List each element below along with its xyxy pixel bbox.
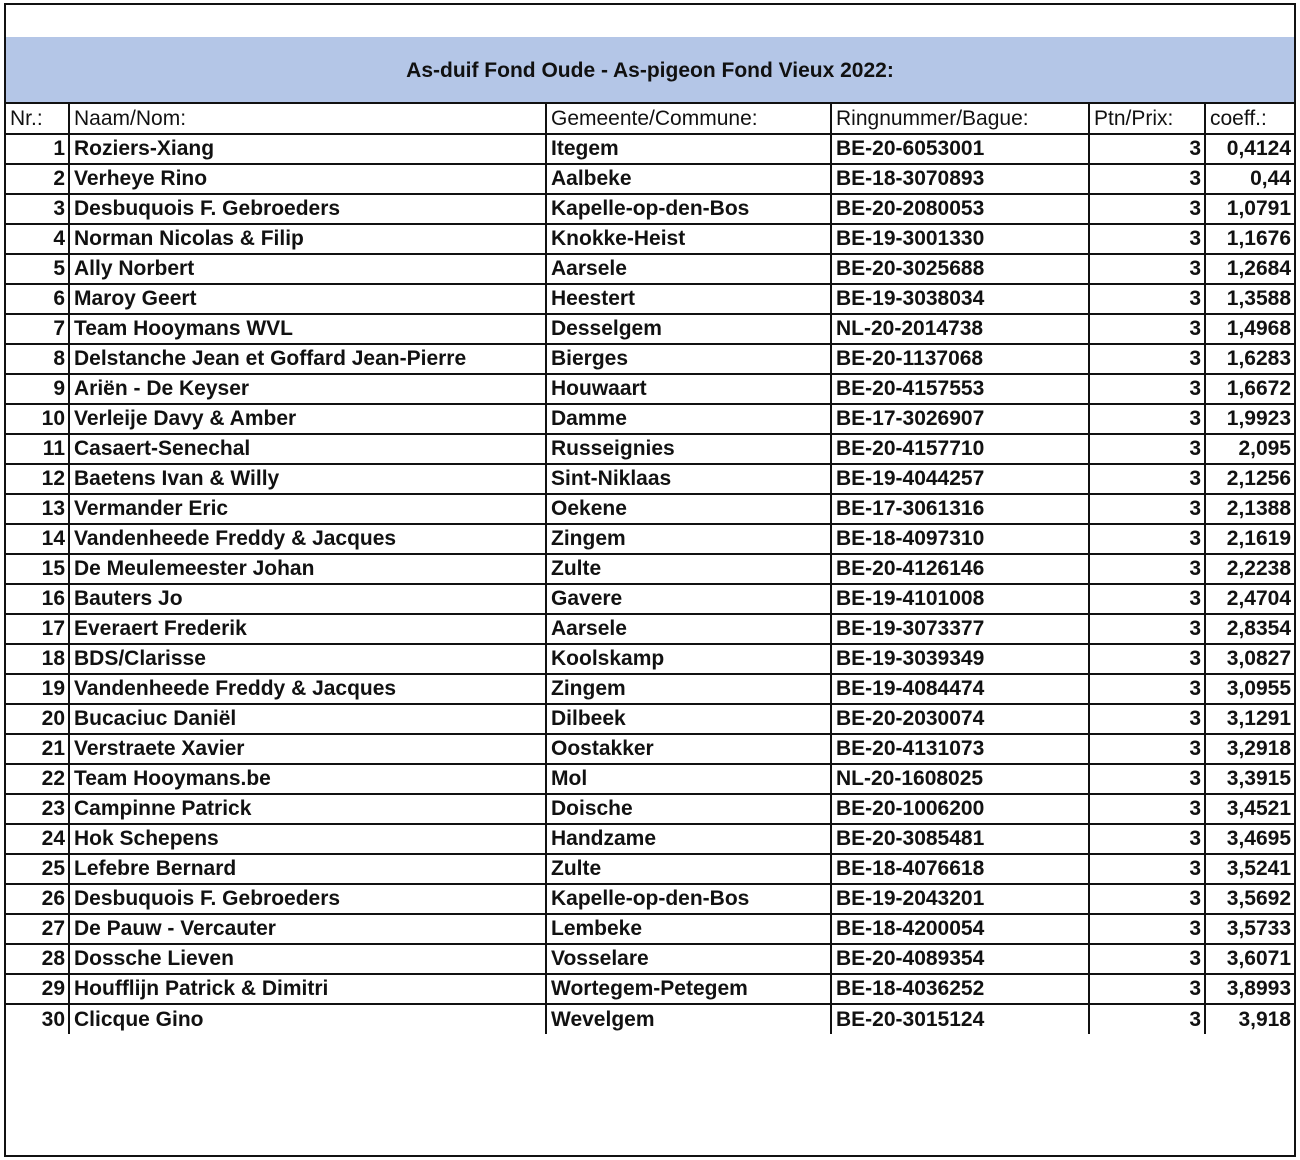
cell-nr: 19 [6,674,69,704]
cell-nr: 15 [6,554,69,584]
cell-nr: 7 [6,314,69,344]
table-row [6,884,1294,914]
cell-nr: 16 [6,584,69,614]
cell-naam: Norman Nicolas & Filip [69,224,546,254]
cell-nr: 14 [6,524,69,554]
cell-nr: 6 [6,284,69,314]
cell-naam: Dossche Lieven [69,944,546,974]
cell-nr: 29 [6,974,69,1004]
cell-coeff: 3,6071 [1205,944,1294,974]
cell-nr: 11 [6,434,69,464]
table-row [6,944,1294,974]
cell-ring: BE-19-3039349 [831,644,1089,674]
cell-gemeente: Sint-Niklaas [546,464,831,494]
cell-ptn: 3 [1089,134,1205,164]
table-row [6,494,1294,524]
cell-gemeente: Houwaart [546,374,831,404]
cell-coeff: 3,2918 [1205,734,1294,764]
table-row [6,194,1294,224]
table-row [6,734,1294,764]
table-row [6,554,1294,584]
cell-naam: Hok Schepens [69,824,546,854]
table-row [6,524,1294,554]
table-row [6,464,1294,494]
cell-ptn: 3 [1089,494,1205,524]
table-row [6,254,1294,284]
cell-ptn: 3 [1089,644,1205,674]
cell-coeff: 2,1388 [1205,494,1294,524]
cell-ring: BE-20-3085481 [831,824,1089,854]
cell-ptn: 3 [1089,194,1205,224]
cell-coeff: 2,095 [1205,434,1294,464]
cell-nr: 5 [6,254,69,284]
cell-nr: 4 [6,224,69,254]
cell-gemeente: Lembeke [546,914,831,944]
cell-nr: 26 [6,884,69,914]
table-row [6,914,1294,944]
cell-ptn: 3 [1089,374,1205,404]
cell-ptn: 3 [1089,344,1205,374]
cell-nr: 23 [6,794,69,824]
header-row [6,104,1294,134]
cell-gemeente: Oostakker [546,734,831,764]
cell-gemeente: Mol [546,764,831,794]
cell-coeff: 3,4521 [1205,794,1294,824]
cell-ring: BE-18-3070893 [831,164,1089,194]
cell-gemeente: Aarsele [546,254,831,284]
cell-gemeente: Aarsele [546,614,831,644]
cell-gemeente: Kapelle-op-den-Bos [546,884,831,914]
cell-coeff: 3,8993 [1205,974,1294,1004]
cell-nr: 10 [6,404,69,434]
cell-ptn: 3 [1089,854,1205,884]
table-row [6,644,1294,674]
cell-ptn: 3 [1089,914,1205,944]
table-row [6,1004,1294,1034]
cell-naam: De Meulemeester Johan [69,554,546,584]
cell-nr: 18 [6,644,69,674]
cell-ring: BE-19-4044257 [831,464,1089,494]
cell-ring: BE-20-2080053 [831,194,1089,224]
cell-coeff: 1,2684 [1205,254,1294,284]
sheet-title: As-duif Fond Oude - As-pigeon Fond Vieux 2022: [6,37,1294,104]
cell-naam: Vermander Eric [69,494,546,524]
cell-nr: 28 [6,944,69,974]
cell-coeff: 2,8354 [1205,614,1294,644]
cell-naam: Desbuquois F. Gebroeders [69,884,546,914]
cell-naam: Team Hooymans WVL [69,314,546,344]
table-row [6,134,1294,164]
cell-ptn: 3 [1089,764,1205,794]
cell-nr: 9 [6,374,69,404]
cell-gemeente: Wortegem-Petegem [546,974,831,1004]
cell-naam: Everaert Frederik [69,614,546,644]
table-row [6,374,1294,404]
cell-ptn: 3 [1089,824,1205,854]
cell-naam: Vandenheede Freddy & Jacques [69,674,546,704]
cell-naam: De Pauw - Vercauter [69,914,546,944]
cell-gemeente: Zulte [546,854,831,884]
cell-naam: Vandenheede Freddy & Jacques [69,524,546,554]
cell-ring: BE-20-4131073 [831,734,1089,764]
table-row [6,344,1294,374]
results-table [6,104,1294,1034]
cell-gemeente: Heestert [546,284,831,314]
cell-ring: NL-20-1608025 [831,764,1089,794]
cell-nr: 13 [6,494,69,524]
cell-coeff: 1,3588 [1205,284,1294,314]
cell-coeff: 2,4704 [1205,584,1294,614]
cell-gemeente: Itegem [546,134,831,164]
cell-naam: Verheye Rino [69,164,546,194]
cell-ptn: 3 [1089,944,1205,974]
cell-ring: BE-19-2043201 [831,884,1089,914]
cell-gemeente: Gavere [546,584,831,614]
cell-ptn: 3 [1089,794,1205,824]
header-nr: Nr.: [6,104,69,134]
table-row [6,674,1294,704]
header-ring: Ringnummer/Bague: [831,104,1089,134]
cell-nr: 24 [6,824,69,854]
cell-naam: Verstraete Xavier [69,734,546,764]
cell-nr: 27 [6,914,69,944]
blank-row [6,5,1294,37]
cell-gemeente: Desselgem [546,314,831,344]
cell-ptn: 3 [1089,224,1205,254]
cell-coeff: 3,4695 [1205,824,1294,854]
cell-ring: BE-18-4097310 [831,524,1089,554]
cell-ptn: 3 [1089,674,1205,704]
cell-gemeente: Doische [546,794,831,824]
cell-coeff: 2,2238 [1205,554,1294,584]
cell-gemeente: Koolskamp [546,644,831,674]
cell-coeff: 3,5692 [1205,884,1294,914]
cell-ring: BE-20-4157710 [831,434,1089,464]
cell-ring: BE-20-4157553 [831,374,1089,404]
cell-ptn: 3 [1089,284,1205,314]
table-row [6,434,1294,464]
cell-naam: Bucaciuc Daniël [69,704,546,734]
cell-ptn: 3 [1089,254,1205,284]
cell-coeff: 1,6283 [1205,344,1294,374]
cell-ptn: 3 [1089,434,1205,464]
table-row [6,614,1294,644]
table-row [6,974,1294,1004]
cell-naam: Baetens Ivan & Willy [69,464,546,494]
cell-ring: BE-20-6053001 [831,134,1089,164]
cell-gemeente: Vosselare [546,944,831,974]
table-row [6,404,1294,434]
cell-ptn: 3 [1089,314,1205,344]
cell-naam: Casaert-Senechal [69,434,546,464]
header-ptn: Ptn/Prix: [1089,104,1205,134]
cell-ptn: 3 [1089,884,1205,914]
cell-naam: Bauters Jo [69,584,546,614]
cell-naam: Campinne Patrick [69,794,546,824]
cell-gemeente: Knokke-Heist [546,224,831,254]
cell-ring: BE-20-3015124 [831,1004,1089,1034]
cell-coeff: 1,6672 [1205,374,1294,404]
cell-coeff: 2,1256 [1205,464,1294,494]
cell-coeff: 3,1291 [1205,704,1294,734]
cell-ptn: 3 [1089,974,1205,1004]
cell-nr: 30 [6,1004,69,1034]
cell-gemeente: Aalbeke [546,164,831,194]
cell-gemeente: Damme [546,404,831,434]
cell-ring: BE-18-4036252 [831,974,1089,1004]
table-row [6,854,1294,884]
cell-nr: 1 [6,134,69,164]
cell-coeff: 0,4124 [1205,134,1294,164]
cell-nr: 3 [6,194,69,224]
cell-naam: Ally Norbert [69,254,546,284]
cell-ptn: 3 [1089,734,1205,764]
cell-gemeente: Dilbeek [546,704,831,734]
results-sheet [4,3,1296,1157]
cell-ptn: 3 [1089,464,1205,494]
cell-ring: BE-19-3001330 [831,224,1089,254]
table-row [6,704,1294,734]
cell-gemeente: Zulte [546,554,831,584]
header-gemeente: Gemeente/Commune: [546,104,831,134]
cell-nr: 22 [6,764,69,794]
cell-coeff: 1,0791 [1205,194,1294,224]
cell-naam: Maroy Geert [69,284,546,314]
cell-gemeente: Wevelgem [546,1004,831,1034]
cell-ring: BE-19-4101008 [831,584,1089,614]
cell-naam: Clicque Gino [69,1004,546,1034]
cell-nr: 12 [6,464,69,494]
cell-coeff: 1,4968 [1205,314,1294,344]
cell-gemeente: Kapelle-op-den-Bos [546,194,831,224]
cell-coeff: 3,5733 [1205,914,1294,944]
cell-gemeente: Oekene [546,494,831,524]
cell-ring: NL-20-2014738 [831,314,1089,344]
cell-ring: BE-20-3025688 [831,254,1089,284]
cell-coeff: 1,9923 [1205,404,1294,434]
cell-ring: BE-20-4126146 [831,554,1089,584]
table-row [6,314,1294,344]
cell-naam: Houfflijn Patrick & Dimitri [69,974,546,1004]
cell-ring: BE-20-2030074 [831,704,1089,734]
cell-naam: BDS/Clarisse [69,644,546,674]
cell-coeff: 1,1676 [1205,224,1294,254]
cell-ring: BE-18-4076618 [831,854,1089,884]
header-naam: Naam/Nom: [69,104,546,134]
cell-ring: BE-17-3026907 [831,404,1089,434]
cell-naam: Desbuquois F. Gebroeders [69,194,546,224]
cell-ring: BE-20-4089354 [831,944,1089,974]
cell-coeff: 3,918 [1205,1004,1294,1034]
cell-naam: Delstanche Jean et Goffard Jean-Pierre [69,344,546,374]
cell-ring: BE-19-3038034 [831,284,1089,314]
cell-nr: 17 [6,614,69,644]
cell-nr: 2 [6,164,69,194]
table-row [6,824,1294,854]
header-coeff: coeff.: [1205,104,1294,134]
cell-ring: BE-20-1006200 [831,794,1089,824]
cell-ptn: 3 [1089,164,1205,194]
table-row [6,164,1294,194]
cell-ptn: 3 [1089,704,1205,734]
table-row [6,224,1294,254]
cell-coeff: 3,5241 [1205,854,1294,884]
cell-naam: Team Hooymans.be [69,764,546,794]
cell-ring: BE-20-1137068 [831,344,1089,374]
cell-gemeente: Zingem [546,674,831,704]
cell-gemeente: Handzame [546,824,831,854]
table-row [6,794,1294,824]
cell-ring: BE-18-4200054 [831,914,1089,944]
cell-ring: BE-19-3073377 [831,614,1089,644]
table-row [6,584,1294,614]
cell-ptn: 3 [1089,404,1205,434]
cell-coeff: 3,0955 [1205,674,1294,704]
cell-ptn: 3 [1089,614,1205,644]
cell-nr: 8 [6,344,69,374]
cell-nr: 21 [6,734,69,764]
cell-ptn: 3 [1089,1004,1205,1034]
cell-naam: Verleije Davy & Amber [69,404,546,434]
cell-coeff: 3,0827 [1205,644,1294,674]
cell-coeff: 2,1619 [1205,524,1294,554]
table-row [6,764,1294,794]
cell-coeff: 3,3915 [1205,764,1294,794]
cell-naam: Ariën - De Keyser [69,374,546,404]
cell-gemeente: Zingem [546,524,831,554]
cell-ptn: 3 [1089,524,1205,554]
cell-ptn: 3 [1089,554,1205,584]
cell-nr: 20 [6,704,69,734]
cell-ring: BE-19-4084474 [831,674,1089,704]
cell-ptn: 3 [1089,584,1205,614]
table-row [6,284,1294,314]
cell-gemeente: Russeignies [546,434,831,464]
cell-naam: Roziers-Xiang [69,134,546,164]
cell-naam: Lefebre Bernard [69,854,546,884]
cell-nr: 25 [6,854,69,884]
cell-ring: BE-17-3061316 [831,494,1089,524]
cell-coeff: 0,44 [1205,164,1294,194]
cell-gemeente: Bierges [546,344,831,374]
